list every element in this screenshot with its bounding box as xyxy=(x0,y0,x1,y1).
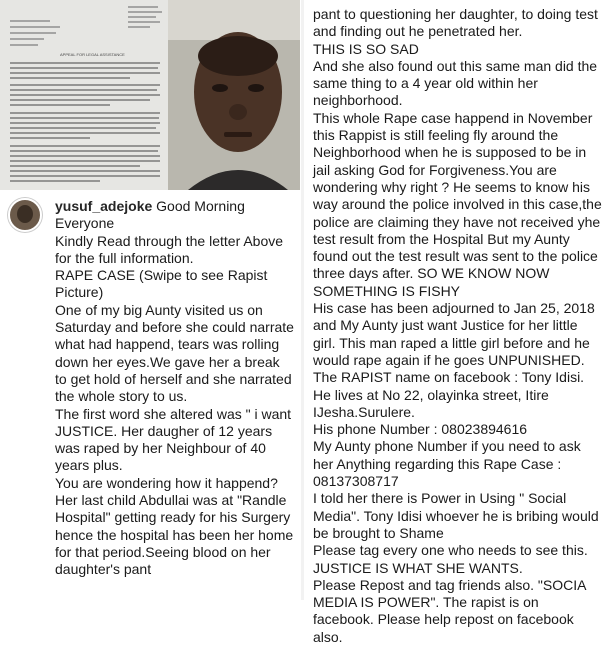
caption-paragraph: Please tag every one who needs to see this. JUSTICE IS WHAT SHE WANTS. xyxy=(313,542,588,576)
man-portrait-photo xyxy=(168,0,300,190)
left-panel xyxy=(0,0,300,600)
portrait-graphic xyxy=(168,0,300,190)
caption-paragraph: The RAPIST name on facebook : Tony Idisi. He lives at No 22, olayinka street, Itire IJesha.Surulere. xyxy=(313,369,585,420)
caption-paragraph: pant to questioning her daughter, to doing test and finding out he penetrated her. xyxy=(313,6,598,40)
post-photo-strip[interactable] xyxy=(0,0,300,190)
caption-paragraph: And she also found out this same man did the same thing to a 4 year old within her neighborhood. xyxy=(313,57,598,109)
caption-paragraph: His phone Number : 08023894616 xyxy=(313,421,528,438)
caption-paragraph: I told her there is Power in Using " Social Media". Tony Idisi whoever he is bribing would be brought to Shame xyxy=(313,490,599,541)
letter-image xyxy=(0,0,168,190)
caption-first-line xyxy=(55,198,295,233)
caption-paragraph: THIS IS SO SAD xyxy=(313,40,419,57)
caption-paragraph: My Aunty phone Number if you need to ask her Anything regarding this Rape Case : 08137308717 xyxy=(313,438,581,490)
caption-paragraph: One of my big Aunty visited us on Saturday and before she could narrate what had happend, tears was rolling down her eyes.We gave her a break to get hold of herself and she narrated the whole story to us. xyxy=(55,301,294,405)
caption-greeting: Good Morning Everyone xyxy=(55,198,245,232)
avatar-face xyxy=(17,205,33,223)
right-panel xyxy=(305,0,605,645)
caption-paragraph: RAPE CASE (Swipe to see Rapist Picture) xyxy=(55,267,268,301)
letter-title: APPEAL FOR LEGAL ASSISTANCE xyxy=(60,52,125,57)
avatar[interactable] xyxy=(8,198,42,232)
column-divider xyxy=(301,0,304,600)
caption-paragraph: This whole Rape case happend in November this Rappist is still feeling fly around the Neighborhood when he is supposed to be in jail asking God for Forgiveness.You are wondering why right ? He seems to know his way around the police involved in this case,the police are claiming they have not received yhe test result from the Hospital But my Aunty found out the test result was sent to the police three days after. SO WE KNOW NOW SOMETHING IS FISHY xyxy=(313,109,602,299)
caption-paragraph: You are wondering how it happend? xyxy=(55,474,278,491)
username-link[interactable]: yusuf_adejoke xyxy=(55,198,153,214)
caption-paragraph: Her last child Abdullai was at "Randle Hospital" getting ready for his Surgery hence the hospital has been her home for that period.Seeing blood on her daughter's pant xyxy=(55,492,294,578)
caption-paragraph: His case has been adjourned to Jan 25, 2018 and My Aunty just want Justice for her little girl. This man raped a little girl before and he would rape again if he goes UNPUNISHED. xyxy=(313,300,595,368)
caption-paragraph: Please Repost and tag friends also. "SOCIA MEDIA IS POWER". The rapist is on facebook. Please help repost on facebook also. xyxy=(313,576,586,645)
letter-lines-graphic xyxy=(0,0,168,190)
caption-paragraph: Kindly Read through the letter Above for the full information. xyxy=(55,232,284,266)
post-caption-area xyxy=(0,192,300,600)
continued-caption xyxy=(313,6,603,646)
caption-paragraph: The first word she altered was " i want JUSTICE. Her daugher of 12 years was raped by her Neighbour of 40 years plus. xyxy=(55,405,292,474)
post-caption xyxy=(55,198,295,579)
